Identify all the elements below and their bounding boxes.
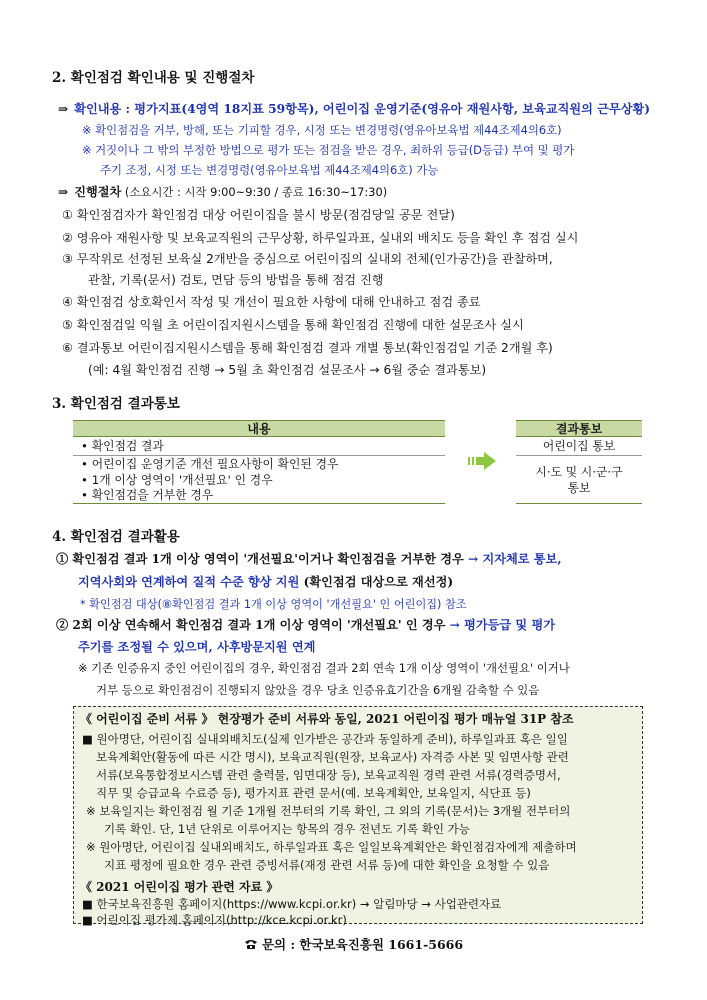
step-6-example: (예: 4월 확인점검 진행 → 5월 초 확인점검 설문조사 → 6월 중순 결과통보) bbox=[88, 363, 487, 377]
usage-item-1-note: * 확인점검 대상(⑧확인점검 결과 1개 이상 영역이 '개선필요' 인 어린이집) 참조 bbox=[80, 598, 467, 611]
step-3-cont: 관찰, 기록(문서) 검토, 면담 등의 방법을 통해 점검 진행 bbox=[88, 273, 384, 287]
result-table-header-notify: 결과통보 bbox=[516, 420, 642, 437]
result-condition-3: • 확인점검을 거부한 경우 bbox=[81, 488, 214, 502]
box-docs-line-4: 직무 및 승급교육 수료증 등), 평가지표 관련 문서(예. 보육계획안, 보육일지, 식단표 등) bbox=[96, 786, 531, 800]
result-table-row1-content: • 확인점검 결과 bbox=[73, 437, 445, 456]
usage-item-2-note-1: ※ 기존 인증유지 중인 어린이집의 경우, 확인점검 결과 2회 연속 1개 이상 영역이 '개선필요' 이거나 bbox=[78, 661, 570, 675]
usage-item-1-reselect: (확인점검 대상으로 재선정) bbox=[299, 575, 454, 589]
box-note-2-line-1: ※ 원아명단, 어린이집 실내외배치도, 하루일과표 혹은 일일보육계획안은 확인점검자에게 제출하며 bbox=[86, 840, 577, 854]
usage-item-2-text: ② 2회 이상 연속해서 확인점검 결과 1개 이상 영역이 '개선필요' 인 경우 bbox=[56, 618, 450, 632]
usage-item-2-result: → 평가등급 및 평가 bbox=[449, 618, 555, 632]
contact-text: 문의 : 한국보육진흥원 1661-5666 bbox=[261, 937, 464, 952]
usage-item-1-result: → 지자체로 통보, bbox=[467, 552, 562, 566]
procedure-time: (소요시간 : 시작 9:00~9:30 / 종료 16:30~17:30) bbox=[121, 185, 388, 199]
box-docs-line-3: 서류(보육통합정보시스템 관련 출력물, 임면대장 등), 보육교직원 경력 관련 서류(경력증명서, bbox=[96, 768, 561, 782]
check-content-text: 평가지표(4영역 18지표 59항목), 어린이집 운영기준(영유아 재원사항, 보육교직원의 근무상황) bbox=[134, 102, 651, 116]
box-note-2-line-2: 지표 평정에 필요한 경우 관련 증빙서류(재정 관련 서류 등)에 대한 확인을 요청할 수 있음 bbox=[104, 858, 550, 872]
usage-item-1 bbox=[56, 550, 562, 567]
step-6: ⑥ 결과통보 어린이집지원시스템을 통해 확인점검 결과 개별 통보(확인점검일 기준 2개월 후) bbox=[62, 341, 553, 355]
step-1: ① 확인점검자가 확인점검 대상 어린이집을 불시 방문(점검당일 공문 전달) bbox=[62, 208, 455, 222]
arrow-right-icon: ⇒ bbox=[58, 185, 69, 199]
result-table-row1-notify: 어린이집 통보 bbox=[516, 437, 642, 456]
arrow-right-icon bbox=[468, 452, 496, 470]
procedure-line bbox=[58, 183, 387, 200]
box-note-1-line-1: ※ 보육일지는 확인점검 월 기준 1개월 전부터의 기록 확인, 그 외의 기록(문서)는 3개월 전부터의 bbox=[86, 804, 571, 818]
procedure-label: 진행절차 bbox=[74, 185, 122, 199]
note-fraud-1: ※ 거짓이나 그 밖의 부정한 방법으로 평가 또는 점검을 받은 경우, 최하위 등급(D등급) 부여 및 평가 bbox=[82, 143, 575, 157]
usage-item-2-note-2: 거부 등으로 확인점검이 진행되지 않았을 경우 당초 인증유효기간을 6개월 감축할 수 있음 bbox=[96, 683, 540, 697]
result-table-row2-notify bbox=[516, 456, 642, 504]
box-note-1-line-2: 기록 확인. 단, 1년 단위로 이루어지는 항목의 경우 전년도 기록 확인 가능 bbox=[104, 822, 470, 836]
box-docs-line-2: 보육계획안(활동에 따른 시간 명시), 보육교직원(원장, 보육교사) 자격증 사본 및 임면사항 관련 bbox=[96, 750, 569, 764]
resource-link-kcpi[interactable]: ■ 한국보육진흥원 홈페이지(https://www.kcpi.or.kr) → 알림마당 → 사업관련자료 bbox=[82, 897, 502, 911]
usage-item-2-cont: 주기를 조정될 수 있으며, 사후방문지원 연계 bbox=[78, 640, 316, 654]
result-table-row2-content bbox=[73, 456, 445, 504]
section-3-title: 3. 확인점검 결과통보 bbox=[52, 396, 180, 412]
step-3: ③ 무작위로 선정된 보육실 2개반을 중심으로 어린이집의 실내외 전체(인가공간)을 관찰하며, bbox=[62, 252, 553, 266]
reference-box bbox=[73, 706, 643, 927]
result-condition-1: • 어린이집 운영기준 개선 필요사항이 확인된 경우 bbox=[81, 457, 339, 471]
usage-item-1-cont bbox=[78, 573, 453, 590]
usage-item-2 bbox=[56, 616, 555, 633]
box-heading-resources: 《 2021 어린이집 평가 관련 자료 》 bbox=[80, 880, 279, 894]
note-refusal: ※ 확인점검을 거부, 방해, 또는 기피할 경우, 시정 또는 변경명령(영유아보육법 제44조제4의6호) bbox=[82, 123, 562, 137]
result-condition-2: • 1개 이상 영역이 '개선필요' 인 경우 bbox=[81, 472, 273, 487]
arrow-right-icon: ⇒ bbox=[58, 102, 69, 116]
check-content-label: 확인내용 : bbox=[74, 102, 135, 116]
box-heading-documents bbox=[80, 710, 574, 727]
section-2-title: 2. 확인점검 확인내용 및 진행절차 bbox=[52, 70, 255, 86]
step-5: ⑤ 확인점검일 익월 초 어린이집지원시스템을 통해 확인점검 진행에 대한 설문조사 실시 bbox=[62, 318, 524, 332]
contact-line bbox=[0, 935, 707, 953]
box-docs-line-1: ■ 원아명단, 어린이집 실내외배치도(실제 인가받은 공간과 동일하게 준비), 하루일과표 혹은 일일 bbox=[82, 732, 568, 746]
box-heading-documents-title: 《 어린이집 준비 서류 》 bbox=[80, 712, 214, 726]
usage-item-1-text: ① 확인점검 결과 1개 이상 영역이 '개선필요'이거나 확인점검을 거부한 경우 bbox=[56, 552, 468, 566]
phone-icon bbox=[244, 939, 258, 950]
notify-target-line2: 통보 bbox=[567, 481, 591, 495]
step-4: ④ 확인점검 상호확인서 작성 및 개선이 필요한 사항에 대해 안내하고 점검 종료 bbox=[62, 295, 481, 309]
step-2: ② 영유아 재원사항 및 보육교직원의 근무상황, 하루일과표, 실내외 배치도 등을 확인 후 점검 실시 bbox=[62, 231, 579, 245]
result-table-header-content: 내용 bbox=[73, 420, 445, 437]
usage-item-1-support: 지역사회와 연계하여 질적 수준 향상 지원 bbox=[78, 575, 300, 589]
note-fraud-2: 주기 조정, 시정 또는 변경명령(영유아보육법 제44조제4의6호) 가능 bbox=[100, 163, 439, 177]
box-heading-documents-desc: 현장평가 준비 서류와 동일, 2021 어린이집 평가 매뉴얼 31P 참조 bbox=[213, 712, 574, 726]
section-4-title: 4. 확인점검 결과활용 bbox=[52, 529, 180, 545]
notify-target-line1: 시·도 및 시·군·구 bbox=[535, 465, 623, 479]
check-content-line bbox=[58, 100, 650, 117]
resource-link-kce[interactable]: ■ 어린이집 평가제 홈페이지(http://kce.kcpi.or.kr) bbox=[82, 913, 347, 927]
